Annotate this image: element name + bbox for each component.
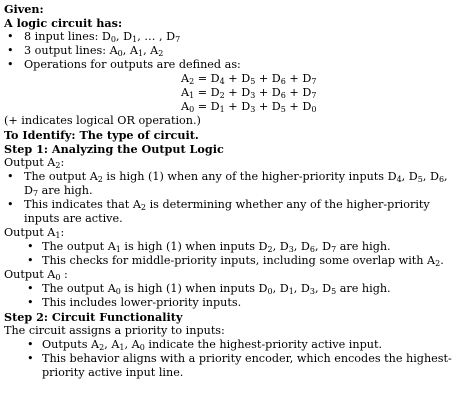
equation-a0: $A_0 = D_1 + D_3 + D_5 + D_0$ [181, 100, 317, 114]
output-a2-label: Output $A_2$: [4, 156, 65, 170]
step2-heading: Step 2: Circuit Functionality [4, 310, 183, 324]
step2-intro: The circuit assigns a priority to inputs: [4, 324, 225, 337]
output-a1-label: Output $A_1$: [4, 226, 65, 240]
a1-bullet-1: • The output $A_1$ is high (1) when inputs $D_2$, $D_3$, $D_6$, $D_7$ are high. [4, 240, 452, 254]
inputs-bullet: • 8 input lines: $D_0$, $D_1$, … , $D_7$ [4, 30, 452, 44]
operations-bullet: • Operations for outputs are defined as: [4, 58, 452, 72]
a2-bullet-2: • This indicates that $A_2$ is determining whether any of the higher-priority inputs are active. [4, 198, 452, 226]
identify-heading: To Identify: The type of circuit. [4, 128, 199, 142]
given-heading: Given: [4, 2, 44, 16]
or-note: (+ indicates logical OR operation.) [4, 114, 201, 127]
step1-heading: Step 1: Analyzing the Output Logic [4, 142, 224, 156]
equation-a1: $A_1 = D_2 + D_3 + D_6 + D_7$ [181, 86, 317, 100]
outputs-bullet: • 3 output lines: $A_0$, $A_1$, $A_2$ [4, 44, 452, 58]
step2-bullet-1: • Outputs $A_2$, $A_1$, $A_0$ indicate the highest-priority active input. [4, 338, 452, 352]
a1-bullet-2: • This checks for middle-priority inputs, including some overlap with $A_2$. [4, 254, 452, 268]
output-a0-label: Output $A_0$ : [4, 268, 68, 282]
equation-a2: $A_2 = D_4 + D_5 + D_6 + D_7$ [181, 72, 317, 86]
a2-bullet-1: • The output $A_2$ is high (1) when any of the higher-priority inputs $D_4$, $D_5$, $D_6$, $D_7$ are high. [4, 170, 452, 198]
a0-bullet-1: • The output $A_0$ is high (1) when inputs $D_0$, $D_1$, $D_3$, $D_5$ are high. [4, 282, 452, 296]
circuit-heading: A logic circuit has: [4, 16, 123, 30]
a0-bullet-2: • This includes lower-priority inputs. [4, 296, 452, 310]
step2-bullet-2: • This behavior aligns with a priority encoder, which encodes the highest-priority active input line. [4, 352, 452, 380]
